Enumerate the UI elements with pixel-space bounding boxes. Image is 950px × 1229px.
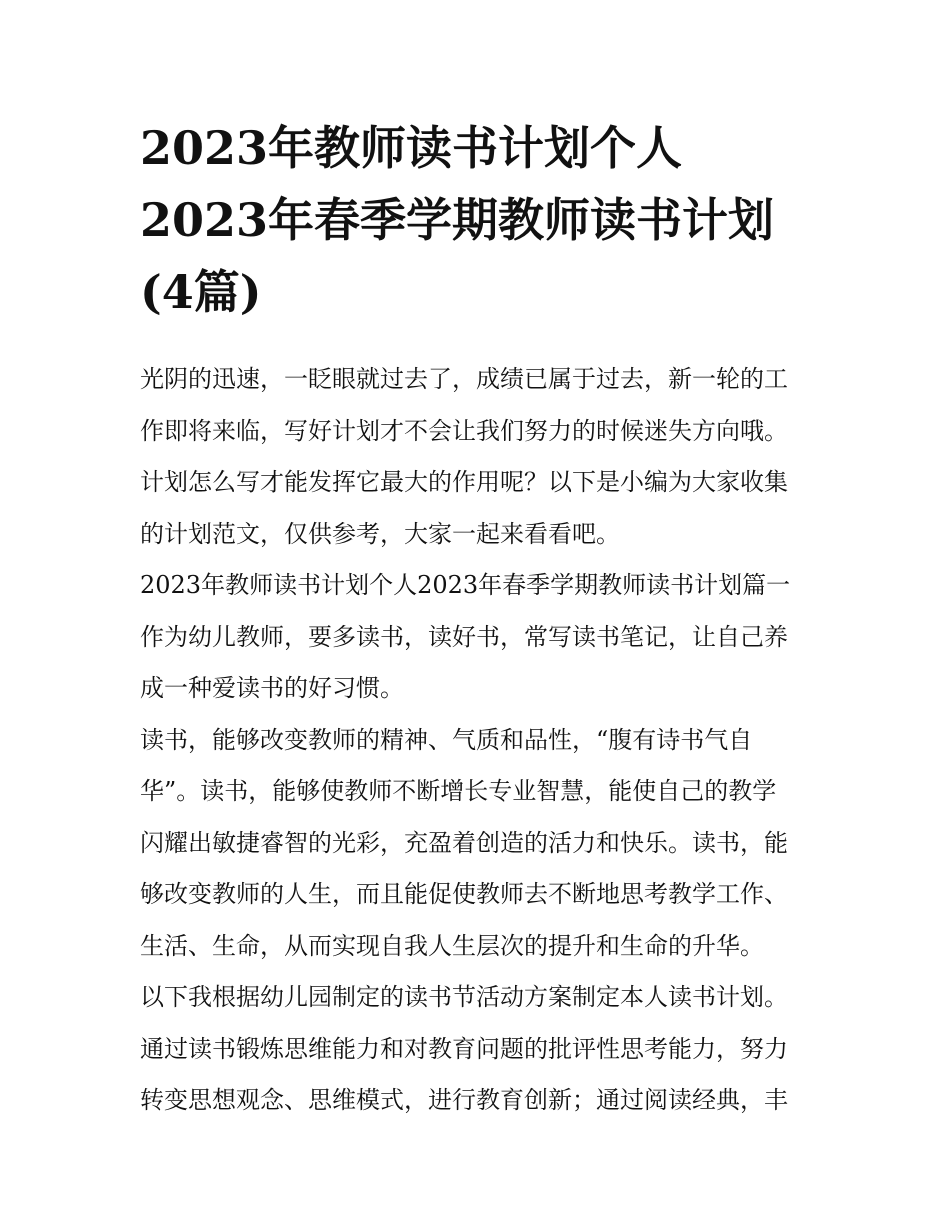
title-line: (4篇) [140,265,262,319]
body-line: 成一种爱读书的好习惯。 [140,674,404,702]
body-line: 够改变教师的人生，而且能促使教师去不断地思考教学工作、 [140,880,788,908]
body-line: 光阴的迅速，一眨眼就过去了，成绩已属于过去，新一轮的工 [140,365,788,393]
title-line: 2023年教师读书计划个人 [140,121,683,175]
title-line: 2023年春季学期教师读书计划 [140,193,775,247]
body-line: 读书，能够改变教师的精神、气质和品性，“腹有诗书气自 [140,725,753,754]
body-line: 作为幼儿教师，要多读书，读好书，常写读书笔记，让自己养 [140,622,788,651]
body-line: 以下我根据幼儿园制定的读书节活动方案制定本人读书计划。 [140,983,788,1011]
document-title [140,112,830,328]
body-line: 闪耀出敏捷睿智的光彩，充盈着创造的活力和快乐。读书，能 [140,828,788,857]
body-line: 通过读书锻炼思维能力和对教育问题的批评性思考能力，努力 [140,1034,788,1063]
body-line: 华”。读书，能够使教师不断增长专业智慧，能使自己的教学 [140,777,777,805]
body-line: 计划怎么写才能发挥它最大的作用呢？以下是小编为大家收集 [140,468,788,496]
body-line: 转变思想观念、思维模式，进行教育创新；通过阅读经典，丰 [140,1086,788,1114]
document-body [140,354,830,1127]
body-line: 2023年教师读书计划个人2023年春季学期教师读书计划篇一 [140,571,791,599]
body-line: 作即将来临，写好计划才不会让我们努力的时候迷失方向哦。 [140,416,788,445]
body-line: 的计划范文，仅供参考，大家一起来看看吧。 [140,519,620,548]
body-line: 生活、生命，从而实现自我人生层次的提升和生命的升华。 [140,931,764,960]
